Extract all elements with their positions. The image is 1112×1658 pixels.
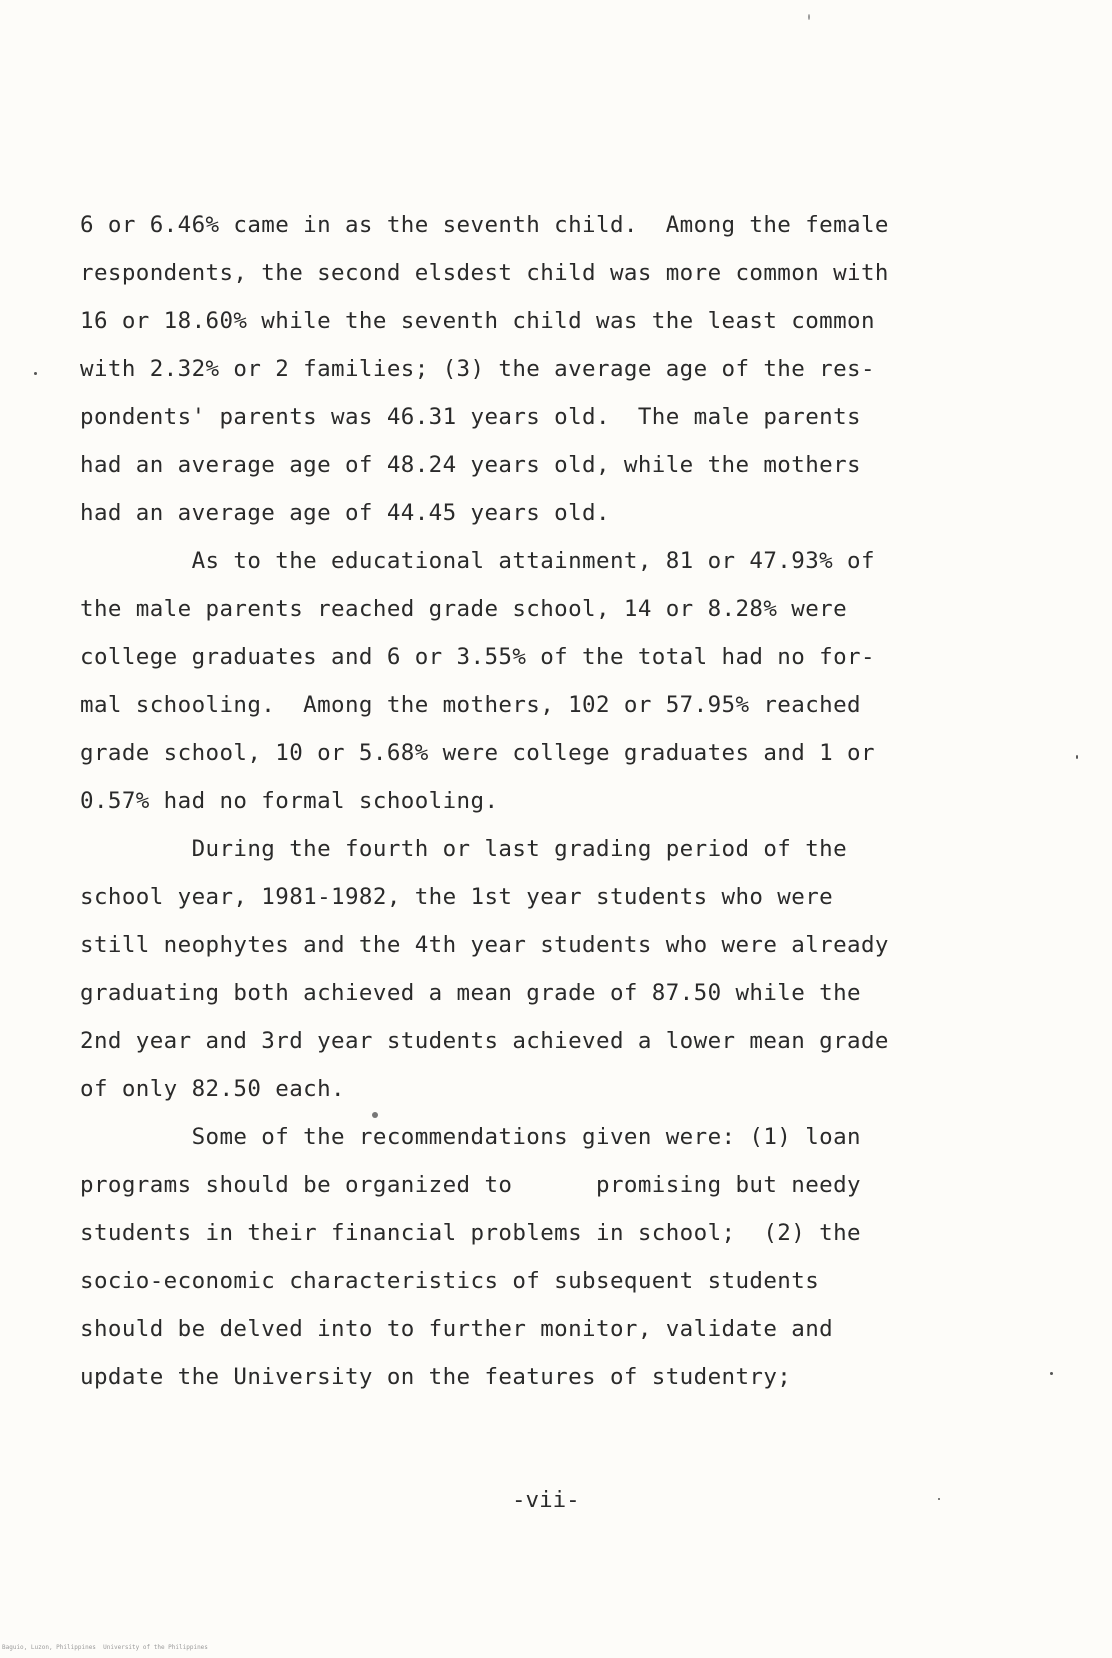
text-line-5: pondents' parents was 46.31 years old. The male parents — [80, 404, 861, 430]
text-line-4: with 2.32% or 2 families; (3) the average age of the res- — [80, 356, 875, 382]
text-line-15: school year, 1981-1982, the 1st year students who were — [80, 884, 834, 910]
text-line-3: 16 or 18.60% while the seventh child was the least common — [80, 308, 875, 334]
text-line-25: update the University on the features of studentry; — [80, 1364, 792, 1390]
text-line-16: still neophytes and the 4th year students who were already — [80, 932, 889, 958]
text-line-14: During the fourth or last grading period of the — [80, 836, 848, 862]
scan-speck — [1050, 1372, 1053, 1375]
text-line-13: 0.57% had no formal schooling. — [80, 788, 499, 814]
text-line-20: Some of the recommendations given were: (1) loan — [80, 1124, 861, 1150]
text-line-19: of only 82.50 each. — [80, 1076, 345, 1102]
text-line-6: had an average age of 48.24 years old, while the mothers — [80, 452, 861, 478]
scan-speck — [34, 372, 37, 375]
text-line-10: college graduates and 6 or 3.55% of the total had no for- — [80, 644, 875, 670]
scan-speck — [1076, 755, 1078, 759]
text-line-22: students in their financial problems in school; (2) the — [80, 1220, 861, 1246]
text-line-18: 2nd year and 3rd year students achieved a lower mean grade — [80, 1028, 889, 1054]
text-line-17: graduating both achieved a mean grade of 87.50 while the — [80, 980, 861, 1006]
page-number: -vii- — [512, 1487, 580, 1513]
text-line-7: had an average age of 44.45 years old. — [80, 500, 610, 526]
text-line-24: should be delved into to further monitor, validate and — [80, 1316, 834, 1342]
scan-footer: Baguio, Luzon, Philippines University of the Philippines — [2, 1644, 208, 1651]
text-line-21: programs should be organized to promising but needy — [80, 1172, 861, 1198]
scan-speck — [808, 14, 810, 20]
text-line-11: mal schooling. Among the mothers, 102 or 57.95% reached — [80, 692, 861, 718]
text-line-8: As to the educational attainment, 81 or 47.93% of — [80, 548, 875, 574]
text-line-1: 6 or 6.46% came in as the seventh child. Among the female — [80, 212, 889, 238]
text-line-12: grade school, 10 or 5.68% were college graduates and 1 or — [80, 740, 875, 766]
text-line-9: the male parents reached grade school, 14 or 8.28% were — [80, 596, 848, 622]
scan-speck — [938, 1498, 940, 1500]
scan-speck — [372, 1112, 378, 1118]
text-line-23: socio-economic characteristics of subsequent students — [80, 1268, 820, 1294]
text-line-2: respondents, the second elsdest child was more common with — [80, 260, 889, 286]
